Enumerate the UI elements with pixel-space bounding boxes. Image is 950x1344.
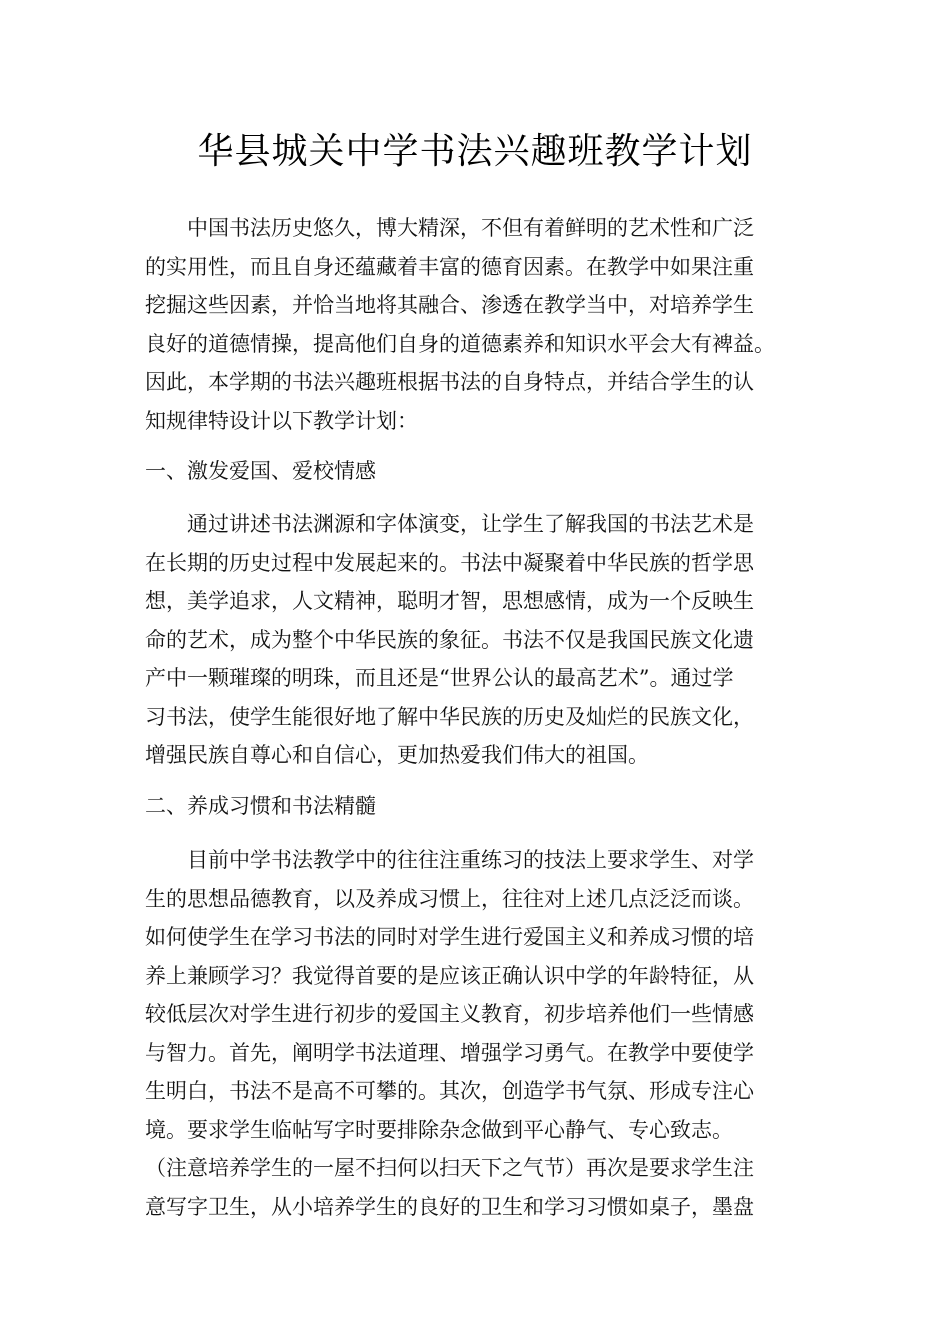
text-line: 目前中学书法教学中的往往注重练习的技法上要求学生、对学 xyxy=(187,848,754,872)
text-line: 因此，本学期的书法兴趣班根据书法的自身特点，并结合学生的认 xyxy=(145,370,754,394)
text-line: 如何使学生在学习书法的同时对学生进行爱国主义和养成习惯的培 xyxy=(145,925,754,949)
text-line: 与智力。首先，阐明学书法道理、增强学习勇气。在教学中要使学 xyxy=(145,1040,754,1065)
text-line: 产中一颗璀璨的明珠，而且还是“世界公认的最高艺术”。通过学 xyxy=(145,666,734,690)
text-line: 增强民族自尊心和自信心，更加热爱我们伟大的祖国。 xyxy=(145,743,649,767)
text-line: （注意培养学生的一屋不扫何以扫天下之气节）再次是要求学生注 xyxy=(145,1156,754,1180)
text-line: 挖掘这些因素，并恰当地将其融合、渗透在教学当中，对培养学生 xyxy=(145,293,754,317)
intro-paragraph xyxy=(145,209,800,440)
text-line: 较低层次对学生进行初步的爱国主义教育，初步培养他们一些情感 xyxy=(145,1002,754,1026)
document-title: 华县城关中学书法兴趣班教学计划 xyxy=(197,131,753,172)
section-heading-2: 二、养成习惯和书法精髓 xyxy=(145,794,376,818)
text-line: 在长期的历史过程中发展起来的。书法中凝聚着中华民族的哲学思 xyxy=(145,550,754,575)
text-line: 境。要求学生临帖写字时要排除杂念做到平心静气、专心致志。 xyxy=(145,1117,733,1142)
section-heading-1: 一、激发爱国、爱校情感 xyxy=(145,459,376,483)
text-line: 生明白，书法不是高不可攀的。其次，创造学书气氛、形成专注心 xyxy=(145,1079,754,1103)
text-line: 中国书法历史悠久，博大精深，不但有着鲜明的艺术性和广泛 xyxy=(187,216,754,240)
text-line: 意写字卫生，从小培养学生的良好的卫生和学习习惯如桌子，墨盘 xyxy=(145,1194,754,1219)
text-line: 良好的道德情操，提高他们自身的道德素养和知识水平会大有裨益。 xyxy=(145,331,775,356)
text-line: 知规律特设计以下教学计划： xyxy=(145,408,418,433)
text-line: 命的艺术，成为整个中华民族的象征。书法不仅是我国民族文化遗 xyxy=(145,627,754,652)
text-line: 习书法，使学生能很好地了解中华民族的历史及灿烂的民族文化， xyxy=(145,704,754,729)
section-2-paragraph xyxy=(145,841,800,1226)
section-1-paragraph xyxy=(145,505,800,775)
text-line: 生的思想品德教育，以及养成习惯上，往往对上述几点泛泛而谈。 xyxy=(145,886,754,911)
text-line: 养上兼顾学习？我觉得首要的是应该正确认识中学的年龄特征，从 xyxy=(145,963,754,988)
text-line: 的实用性，而且自身还蕴藏着丰富的德育因素。在教学中如果注重 xyxy=(145,254,754,279)
text-line: 通过讲述书法渊源和字体演变，让学生了解我国的书法艺术是 xyxy=(187,512,754,536)
text-line: 想，美学追求，人文精神，聪明才智，思想感情，成为一个反映生 xyxy=(145,589,754,613)
